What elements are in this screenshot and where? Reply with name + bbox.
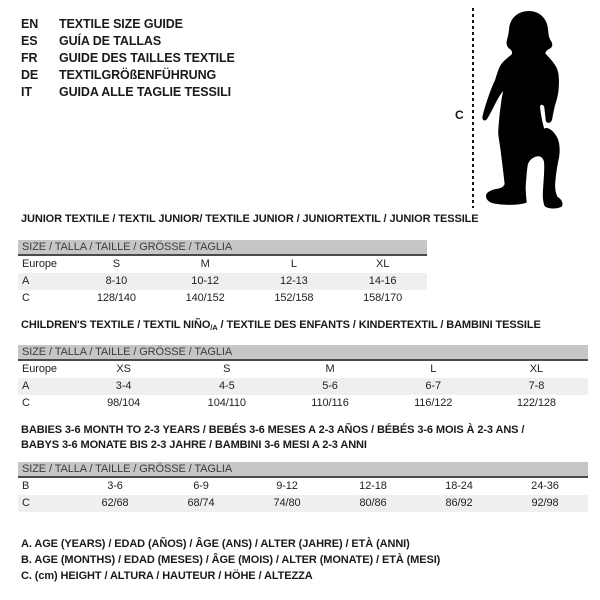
table-row: [18, 495, 588, 512]
footnote-c: C. (cm) HEIGHT / ALTURA / HAUTEUR / HÖHE / ALTEZZA: [21, 570, 313, 582]
table-cell: 10-12: [191, 275, 219, 287]
table-cell: 4-5: [219, 380, 235, 392]
table-cell: XL: [375, 258, 390, 270]
height-measure-label: C: [455, 108, 464, 122]
language-label: TEXTILGRÖßENFÜHRUNG: [59, 68, 217, 82]
section-title-text: JUNIOR TEXTILE / TEXTIL JUNIOR/ TEXTILE JUNIOR / JUNIORTEXTIL / JUNIOR TESSILE: [21, 213, 479, 225]
row-label: A: [22, 380, 30, 392]
children-size-table: [18, 345, 588, 412]
language-row: [21, 16, 235, 33]
section-title-children: [21, 318, 541, 335]
section-title-babies: [21, 423, 524, 453]
table-cell: 3-6: [107, 480, 123, 492]
table-row: [18, 361, 588, 378]
language-label: GUÍA DE TALLAS: [59, 34, 162, 48]
row-label: A: [22, 275, 30, 287]
table-cell: XL: [529, 363, 544, 375]
table-cell: 18-24: [445, 480, 473, 492]
table-size-header: SIZE / TALLA / TAILLE / GRÖSSE / TAGLIA: [18, 240, 427, 256]
language-code: EN: [21, 17, 39, 31]
junior-size-table: [18, 240, 427, 307]
language-row: [21, 33, 235, 50]
table-size-header: SIZE / TALLA / TAILLE / GRÖSSE / TAGLIA: [18, 462, 588, 478]
table-cell: 12-13: [280, 275, 308, 287]
table-cell: XS: [116, 363, 131, 375]
table-cell: 122/128: [516, 397, 556, 409]
table-cell: 74/80: [273, 497, 301, 509]
table-cell: 24-36: [531, 480, 559, 492]
table-cell: 9-12: [276, 480, 298, 492]
height-measure-dashed-line: [472, 8, 474, 208]
table-cell: 3-4: [115, 380, 132, 392]
table-cell: 6-9: [193, 480, 209, 492]
language-label: GUIDA ALLE TAGLIE TESSILI: [59, 85, 232, 99]
language-code: IT: [21, 85, 32, 99]
row-label: B: [22, 480, 30, 492]
language-header: [21, 16, 235, 101]
table-cell: 12-18: [359, 480, 387, 492]
language-row: [21, 67, 235, 84]
baby-toddler-silhouette-icon: [478, 2, 583, 210]
row-label: C: [22, 497, 30, 509]
row-label: Europe: [22, 363, 57, 375]
table-cell: 80/86: [359, 497, 387, 509]
table-cell: 6-7: [425, 380, 442, 392]
table-cell: 8-10: [105, 275, 128, 287]
section-title-subscript: /A: [210, 323, 218, 332]
table-cell: 116/122: [414, 397, 453, 409]
table-cell: L: [430, 363, 437, 375]
table-row: [18, 290, 427, 307]
table-cell: 86/92: [445, 497, 473, 509]
section-title-text: / TEXTILE DES ENFANTS / KINDERTEXTIL / BAMBINI TESSILE: [217, 319, 541, 331]
language-code: DE: [21, 68, 39, 82]
language-label: TEXTILE SIZE GUIDE: [59, 17, 183, 31]
table-cell: 104/110: [207, 397, 246, 409]
table-cell: L: [290, 258, 297, 270]
table-row: [18, 256, 427, 273]
table-row: [18, 478, 588, 495]
language-row: [21, 84, 235, 101]
table-size-header: SIZE / TALLA / TAILLE / GRÖSSE / TAGLIA: [18, 345, 588, 361]
footnote-a: A. AGE (YEARS) / EDAD (AÑOS) / ÂGE (ANS) / ALTER (JAHRE) / ETÀ (ANNI): [21, 538, 410, 550]
language-label: GUIDE DES TAILLES TEXTILE: [59, 51, 235, 65]
table-cell: 68/74: [187, 497, 215, 509]
table-row: [18, 395, 588, 412]
table-cell: 98/104: [107, 397, 141, 409]
table-cell: 152/158: [274, 292, 314, 304]
table-cell: M: [325, 363, 335, 375]
row-label: C: [22, 397, 30, 409]
section-title-line2: BABYS 3-6 MONATE BIS 2-3 JAHRE / BAMBINI 3-6 MESI A 2-3 ANNI: [21, 439, 367, 451]
table-cell: 5-6: [322, 380, 338, 392]
section-title-junior: [21, 212, 479, 227]
table-cell: S: [223, 363, 231, 375]
table-cell: 158/170: [363, 292, 403, 304]
footnote-b: B. AGE (MONTHS) / EDAD (MESES) / ÂGE (MOIS) / ALTER (MONATE) / ETÀ (MESI): [21, 554, 441, 566]
table-row: [18, 273, 427, 290]
table-cell: M: [200, 258, 210, 270]
table-cell: S: [112, 258, 120, 270]
row-label: Europe: [22, 258, 57, 270]
language-row: [21, 50, 235, 67]
table-cell: 110/116: [311, 397, 349, 409]
table-cell: 7-8: [528, 380, 545, 392]
language-code: FR: [21, 51, 38, 65]
section-title-text: CHILDREN'S TEXTILE / TEXTIL NIÑO: [21, 319, 211, 331]
table-row: [18, 378, 588, 395]
language-code: ES: [21, 34, 38, 48]
section-title-line1: BABIES 3-6 MONTH TO 2-3 YEARS / BEBÉS 3-6 MESES A 2-3 AÑOS / BÉBÉS 3-6 MOIS À 2-3 ANS /: [21, 424, 525, 436]
babies-size-table: [18, 462, 588, 512]
table-cell: 92/98: [531, 497, 559, 509]
table-cell: 14-16: [368, 275, 397, 287]
footnotes: [21, 536, 440, 584]
table-cell: 128/140: [96, 292, 136, 304]
row-label: C: [22, 292, 30, 304]
table-cell: 62/68: [101, 497, 129, 509]
table-cell: 140/152: [185, 292, 225, 304]
